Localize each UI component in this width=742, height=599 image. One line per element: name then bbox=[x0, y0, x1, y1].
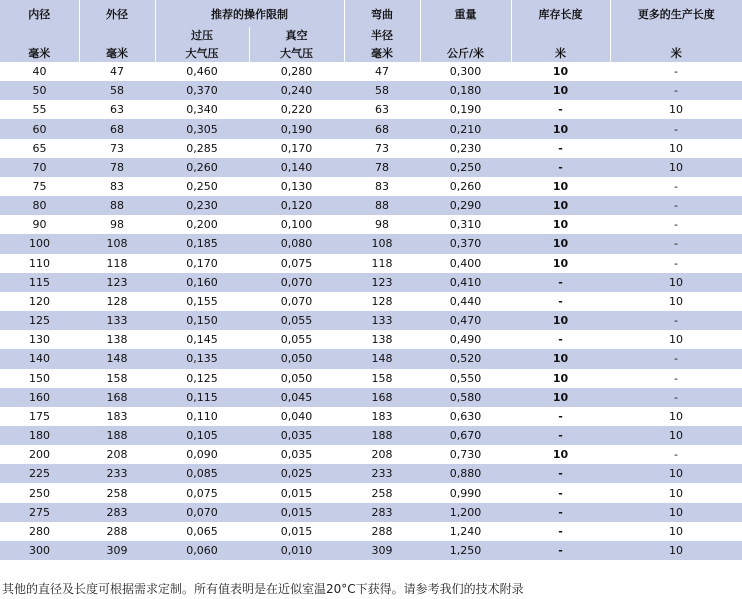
cell-overpressure: 0,285 bbox=[155, 139, 249, 158]
table-row bbox=[0, 100, 742, 119]
cell-more-lengths: - bbox=[610, 81, 742, 100]
cell-more-lengths: 10 bbox=[610, 139, 742, 158]
cell-vacuum: 0,220 bbox=[249, 100, 344, 119]
cell-vacuum: 0,120 bbox=[249, 196, 344, 215]
cell-bend-radius: 183 bbox=[344, 407, 420, 426]
cell-bend-radius: 98 bbox=[344, 215, 420, 234]
cell-vacuum: 0,050 bbox=[249, 349, 344, 368]
cell-outer-diameter: 183 bbox=[79, 407, 155, 426]
cell-vacuum: 0,130 bbox=[249, 177, 344, 196]
cell-overpressure: 0,085 bbox=[155, 464, 249, 483]
cell-inner-diameter: 280 bbox=[0, 522, 79, 541]
cell-weight: 0,300 bbox=[420, 62, 511, 81]
table-body bbox=[0, 62, 742, 560]
cell-outer-diameter: 58 bbox=[79, 81, 155, 100]
cell-weight: 0,400 bbox=[420, 254, 511, 273]
cell-outer-diameter: 108 bbox=[79, 234, 155, 253]
cell-weight: 1,250 bbox=[420, 541, 511, 560]
cell-inner-diameter: 70 bbox=[0, 158, 79, 177]
table-row bbox=[0, 349, 742, 368]
cell-vacuum: 0,015 bbox=[249, 483, 344, 502]
cell-inner-diameter: 130 bbox=[0, 330, 79, 349]
cell-weight: 0,880 bbox=[420, 464, 511, 483]
cell-stock-length: 10 bbox=[511, 234, 610, 253]
cell-weight: 0,310 bbox=[420, 215, 511, 234]
cell-stock-length: - bbox=[511, 330, 610, 349]
cell-more-lengths: - bbox=[610, 234, 742, 253]
header-blank-5 bbox=[610, 27, 742, 43]
cell-weight: 0,180 bbox=[420, 81, 511, 100]
cell-stock-length: - bbox=[511, 503, 610, 522]
table-row bbox=[0, 407, 742, 426]
cell-outer-diameter: 128 bbox=[79, 292, 155, 311]
cell-outer-diameter: 47 bbox=[79, 62, 155, 81]
header-blank-2 bbox=[79, 27, 155, 43]
cell-weight: 0,580 bbox=[420, 388, 511, 407]
cell-inner-diameter: 175 bbox=[0, 407, 79, 426]
cell-vacuum: 0,280 bbox=[249, 62, 344, 81]
cell-inner-diameter: 140 bbox=[0, 349, 79, 368]
cell-weight: 0,230 bbox=[420, 139, 511, 158]
cell-overpressure: 0,370 bbox=[155, 81, 249, 100]
cell-overpressure: 0,090 bbox=[155, 445, 249, 464]
cell-vacuum: 0,040 bbox=[249, 407, 344, 426]
cell-weight: 0,210 bbox=[420, 119, 511, 138]
cell-overpressure: 0,105 bbox=[155, 426, 249, 445]
cell-weight: 0,470 bbox=[420, 311, 511, 330]
cell-bend-radius: 208 bbox=[344, 445, 420, 464]
cell-more-lengths: 10 bbox=[610, 522, 742, 541]
cell-vacuum: 0,050 bbox=[249, 369, 344, 388]
table-row bbox=[0, 483, 742, 502]
cell-overpressure: 0,115 bbox=[155, 388, 249, 407]
cell-more-lengths: 10 bbox=[610, 407, 742, 426]
cell-bend-radius: 88 bbox=[344, 196, 420, 215]
table-row bbox=[0, 388, 742, 407]
cell-outer-diameter: 208 bbox=[79, 445, 155, 464]
cell-outer-diameter: 68 bbox=[79, 119, 155, 138]
cell-bend-radius: 148 bbox=[344, 349, 420, 368]
cell-stock-length: 10 bbox=[511, 445, 610, 464]
cell-stock-length: 10 bbox=[511, 119, 610, 138]
cell-bend-radius: 158 bbox=[344, 369, 420, 388]
cell-stock-length: - bbox=[511, 483, 610, 502]
header-inner-diameter: 内径 bbox=[0, 0, 79, 27]
cell-inner-diameter: 115 bbox=[0, 273, 79, 292]
table-row bbox=[0, 522, 742, 541]
cell-stock-length: - bbox=[511, 273, 610, 292]
cell-outer-diameter: 63 bbox=[79, 100, 155, 119]
unit-overpressure: 大气压 bbox=[155, 43, 249, 62]
cell-inner-diameter: 60 bbox=[0, 119, 79, 138]
table-row bbox=[0, 369, 742, 388]
cell-outer-diameter: 258 bbox=[79, 483, 155, 502]
cell-stock-length: 10 bbox=[511, 177, 610, 196]
header-weight: 重量 bbox=[420, 0, 511, 27]
cell-outer-diameter: 283 bbox=[79, 503, 155, 522]
cell-overpressure: 0,340 bbox=[155, 100, 249, 119]
cell-outer-diameter: 133 bbox=[79, 311, 155, 330]
cell-more-lengths: - bbox=[610, 119, 742, 138]
cell-overpressure: 0,125 bbox=[155, 369, 249, 388]
cell-vacuum: 0,010 bbox=[249, 541, 344, 560]
header-operating-limits: 推荐的操作限制 bbox=[155, 0, 344, 27]
cell-weight: 0,370 bbox=[420, 234, 511, 253]
cell-vacuum: 0,025 bbox=[249, 464, 344, 483]
cell-overpressure: 0,305 bbox=[155, 119, 249, 138]
table-row bbox=[0, 139, 742, 158]
header-blank-4 bbox=[511, 27, 610, 43]
cell-more-lengths: - bbox=[610, 311, 742, 330]
cell-weight: 0,520 bbox=[420, 349, 511, 368]
unit-weight: 公斤/米 bbox=[420, 43, 511, 62]
cell-vacuum: 0,075 bbox=[249, 254, 344, 273]
cell-outer-diameter: 288 bbox=[79, 522, 155, 541]
cell-vacuum: 0,055 bbox=[249, 311, 344, 330]
table-row bbox=[0, 254, 742, 273]
table-row bbox=[0, 292, 742, 311]
cell-overpressure: 0,075 bbox=[155, 483, 249, 502]
cell-more-lengths: 10 bbox=[610, 330, 742, 349]
cell-weight: 0,410 bbox=[420, 273, 511, 292]
cell-inner-diameter: 225 bbox=[0, 464, 79, 483]
unit-outer-diameter: 毫米 bbox=[79, 43, 155, 62]
cell-bend-radius: 83 bbox=[344, 177, 420, 196]
cell-weight: 0,990 bbox=[420, 483, 511, 502]
table-row bbox=[0, 215, 742, 234]
cell-bend-radius: 78 bbox=[344, 158, 420, 177]
table-row bbox=[0, 445, 742, 464]
cell-stock-length: - bbox=[511, 464, 610, 483]
cell-stock-length: 10 bbox=[511, 215, 610, 234]
cell-bend-radius: 123 bbox=[344, 273, 420, 292]
cell-vacuum: 0,035 bbox=[249, 445, 344, 464]
cell-outer-diameter: 309 bbox=[79, 541, 155, 560]
cell-inner-diameter: 300 bbox=[0, 541, 79, 560]
cell-outer-diameter: 78 bbox=[79, 158, 155, 177]
cell-overpressure: 0,145 bbox=[155, 330, 249, 349]
cell-outer-diameter: 158 bbox=[79, 369, 155, 388]
cell-overpressure: 0,060 bbox=[155, 541, 249, 560]
cell-stock-length: - bbox=[511, 522, 610, 541]
cell-inner-diameter: 50 bbox=[0, 81, 79, 100]
cell-bend-radius: 138 bbox=[344, 330, 420, 349]
cell-weight: 0,250 bbox=[420, 158, 511, 177]
cell-vacuum: 0,045 bbox=[249, 388, 344, 407]
cell-inner-diameter: 120 bbox=[0, 292, 79, 311]
cell-more-lengths: 10 bbox=[610, 464, 742, 483]
table-row bbox=[0, 234, 742, 253]
cell-stock-length: 10 bbox=[511, 196, 610, 215]
table-row bbox=[0, 81, 742, 100]
cell-more-lengths: - bbox=[610, 445, 742, 464]
cell-more-lengths: 10 bbox=[610, 426, 742, 445]
cell-stock-length: 10 bbox=[511, 369, 610, 388]
header-more-lengths: 更多的生产长度 bbox=[610, 0, 742, 27]
cell-bend-radius: 128 bbox=[344, 292, 420, 311]
table-row bbox=[0, 177, 742, 196]
cell-bend-radius: 258 bbox=[344, 483, 420, 502]
cell-bend-radius: 47 bbox=[344, 62, 420, 81]
unit-more-lengths: 米 bbox=[610, 43, 742, 62]
cell-stock-length: 10 bbox=[511, 388, 610, 407]
cell-overpressure: 0,155 bbox=[155, 292, 249, 311]
cell-stock-length: - bbox=[511, 407, 610, 426]
cell-vacuum: 0,240 bbox=[249, 81, 344, 100]
cell-more-lengths: 10 bbox=[610, 292, 742, 311]
header-blank-3 bbox=[420, 27, 511, 43]
cell-outer-diameter: 168 bbox=[79, 388, 155, 407]
cell-stock-length: - bbox=[511, 292, 610, 311]
cell-overpressure: 0,110 bbox=[155, 407, 249, 426]
cell-overpressure: 0,230 bbox=[155, 196, 249, 215]
unit-stock-length: 米 bbox=[511, 43, 610, 62]
table-row bbox=[0, 541, 742, 560]
table-row bbox=[0, 62, 742, 81]
cell-stock-length: 10 bbox=[511, 349, 610, 368]
cell-vacuum: 0,070 bbox=[249, 292, 344, 311]
cell-overpressure: 0,250 bbox=[155, 177, 249, 196]
cell-stock-length: - bbox=[511, 100, 610, 119]
cell-bend-radius: 133 bbox=[344, 311, 420, 330]
cell-inner-diameter: 40 bbox=[0, 62, 79, 81]
cell-weight: 0,290 bbox=[420, 196, 511, 215]
cell-weight: 0,630 bbox=[420, 407, 511, 426]
cell-more-lengths: 10 bbox=[610, 541, 742, 560]
header-radius: 半径 bbox=[344, 27, 420, 43]
cell-outer-diameter: 118 bbox=[79, 254, 155, 273]
footnote: 其他的直径及长度可根据需求定制。所有值表明是在近似室温20°C下获得。请参考我们的技术附录 bbox=[2, 582, 524, 596]
table-row bbox=[0, 426, 742, 445]
cell-vacuum: 0,055 bbox=[249, 330, 344, 349]
cell-weight: 1,240 bbox=[420, 522, 511, 541]
cell-inner-diameter: 100 bbox=[0, 234, 79, 253]
cell-stock-length: - bbox=[511, 541, 610, 560]
table-row bbox=[0, 196, 742, 215]
cell-inner-diameter: 55 bbox=[0, 100, 79, 119]
table-row bbox=[0, 311, 742, 330]
cell-stock-length: - bbox=[511, 426, 610, 445]
cell-bend-radius: 118 bbox=[344, 254, 420, 273]
cell-vacuum: 0,100 bbox=[249, 215, 344, 234]
cell-outer-diameter: 88 bbox=[79, 196, 155, 215]
cell-vacuum: 0,015 bbox=[249, 522, 344, 541]
cell-more-lengths: - bbox=[610, 254, 742, 273]
cell-inner-diameter: 65 bbox=[0, 139, 79, 158]
cell-weight: 0,260 bbox=[420, 177, 511, 196]
cell-weight: 0,490 bbox=[420, 330, 511, 349]
cell-bend-radius: 188 bbox=[344, 426, 420, 445]
cell-inner-diameter: 75 bbox=[0, 177, 79, 196]
cell-bend-radius: 233 bbox=[344, 464, 420, 483]
cell-bend-radius: 283 bbox=[344, 503, 420, 522]
cell-more-lengths: 10 bbox=[610, 100, 742, 119]
header-outer-diameter: 外径 bbox=[79, 0, 155, 27]
table-row bbox=[0, 464, 742, 483]
cell-vacuum: 0,190 bbox=[249, 119, 344, 138]
cell-outer-diameter: 83 bbox=[79, 177, 155, 196]
cell-stock-length: - bbox=[511, 139, 610, 158]
cell-inner-diameter: 275 bbox=[0, 503, 79, 522]
cell-overpressure: 0,160 bbox=[155, 273, 249, 292]
cell-overpressure: 0,070 bbox=[155, 503, 249, 522]
cell-outer-diameter: 188 bbox=[79, 426, 155, 445]
cell-more-lengths: 10 bbox=[610, 273, 742, 292]
cell-weight: 0,440 bbox=[420, 292, 511, 311]
cell-vacuum: 0,035 bbox=[249, 426, 344, 445]
cell-overpressure: 0,185 bbox=[155, 234, 249, 253]
cell-more-lengths: 10 bbox=[610, 503, 742, 522]
table-row bbox=[0, 503, 742, 522]
cell-bend-radius: 309 bbox=[344, 541, 420, 560]
header-blank-1 bbox=[0, 27, 79, 43]
cell-inner-diameter: 125 bbox=[0, 311, 79, 330]
cell-stock-length: 10 bbox=[511, 254, 610, 273]
table-row bbox=[0, 119, 742, 138]
cell-bend-radius: 108 bbox=[344, 234, 420, 253]
cell-overpressure: 0,460 bbox=[155, 62, 249, 81]
cell-overpressure: 0,200 bbox=[155, 215, 249, 234]
cell-vacuum: 0,080 bbox=[249, 234, 344, 253]
cell-more-lengths: 10 bbox=[610, 158, 742, 177]
unit-vacuum: 大气压 bbox=[249, 43, 344, 62]
cell-overpressure: 0,170 bbox=[155, 254, 249, 273]
cell-weight: 0,730 bbox=[420, 445, 511, 464]
cell-weight: 1,200 bbox=[420, 503, 511, 522]
cell-weight: 0,670 bbox=[420, 426, 511, 445]
header-stock-length: 库存长度 bbox=[511, 0, 610, 27]
table-row bbox=[0, 273, 742, 292]
cell-weight: 0,550 bbox=[420, 369, 511, 388]
cell-more-lengths: - bbox=[610, 62, 742, 81]
cell-overpressure: 0,135 bbox=[155, 349, 249, 368]
unit-inner-diameter: 毫米 bbox=[0, 43, 79, 62]
table-row bbox=[0, 330, 742, 349]
cell-more-lengths: - bbox=[610, 196, 742, 215]
cell-outer-diameter: 123 bbox=[79, 273, 155, 292]
table-row bbox=[0, 158, 742, 177]
cell-more-lengths: - bbox=[610, 349, 742, 368]
cell-more-lengths: - bbox=[610, 215, 742, 234]
cell-vacuum: 0,070 bbox=[249, 273, 344, 292]
cell-inner-diameter: 160 bbox=[0, 388, 79, 407]
cell-overpressure: 0,150 bbox=[155, 311, 249, 330]
cell-inner-diameter: 150 bbox=[0, 369, 79, 388]
header-vacuum: 真空 bbox=[249, 27, 344, 43]
cell-vacuum: 0,170 bbox=[249, 139, 344, 158]
cell-inner-diameter: 200 bbox=[0, 445, 79, 464]
cell-stock-length: 10 bbox=[511, 62, 610, 81]
header-overpressure: 过压 bbox=[155, 27, 249, 43]
cell-vacuum: 0,015 bbox=[249, 503, 344, 522]
cell-outer-diameter: 73 bbox=[79, 139, 155, 158]
cell-overpressure: 0,260 bbox=[155, 158, 249, 177]
cell-more-lengths: - bbox=[610, 177, 742, 196]
cell-stock-length: 10 bbox=[511, 311, 610, 330]
cell-bend-radius: 58 bbox=[344, 81, 420, 100]
table-header bbox=[0, 0, 742, 62]
cell-bend-radius: 168 bbox=[344, 388, 420, 407]
cell-outer-diameter: 138 bbox=[79, 330, 155, 349]
cell-bend-radius: 63 bbox=[344, 100, 420, 119]
cell-vacuum: 0,140 bbox=[249, 158, 344, 177]
cell-more-lengths: 10 bbox=[610, 483, 742, 502]
cell-inner-diameter: 250 bbox=[0, 483, 79, 502]
cell-inner-diameter: 90 bbox=[0, 215, 79, 234]
cell-more-lengths: - bbox=[610, 369, 742, 388]
cell-outer-diameter: 233 bbox=[79, 464, 155, 483]
cell-inner-diameter: 110 bbox=[0, 254, 79, 273]
cell-weight: 0,190 bbox=[420, 100, 511, 119]
cell-bend-radius: 68 bbox=[344, 119, 420, 138]
cell-overpressure: 0,065 bbox=[155, 522, 249, 541]
cell-inner-diameter: 80 bbox=[0, 196, 79, 215]
cell-stock-length: 10 bbox=[511, 81, 610, 100]
cell-stock-length: - bbox=[511, 158, 610, 177]
unit-bend-radius: 毫米 bbox=[344, 43, 420, 62]
cell-inner-diameter: 180 bbox=[0, 426, 79, 445]
cell-more-lengths: - bbox=[610, 388, 742, 407]
header-bend: 弯曲 bbox=[344, 0, 420, 27]
cell-bend-radius: 73 bbox=[344, 139, 420, 158]
cell-outer-diameter: 148 bbox=[79, 349, 155, 368]
cell-bend-radius: 288 bbox=[344, 522, 420, 541]
cell-outer-diameter: 98 bbox=[79, 215, 155, 234]
